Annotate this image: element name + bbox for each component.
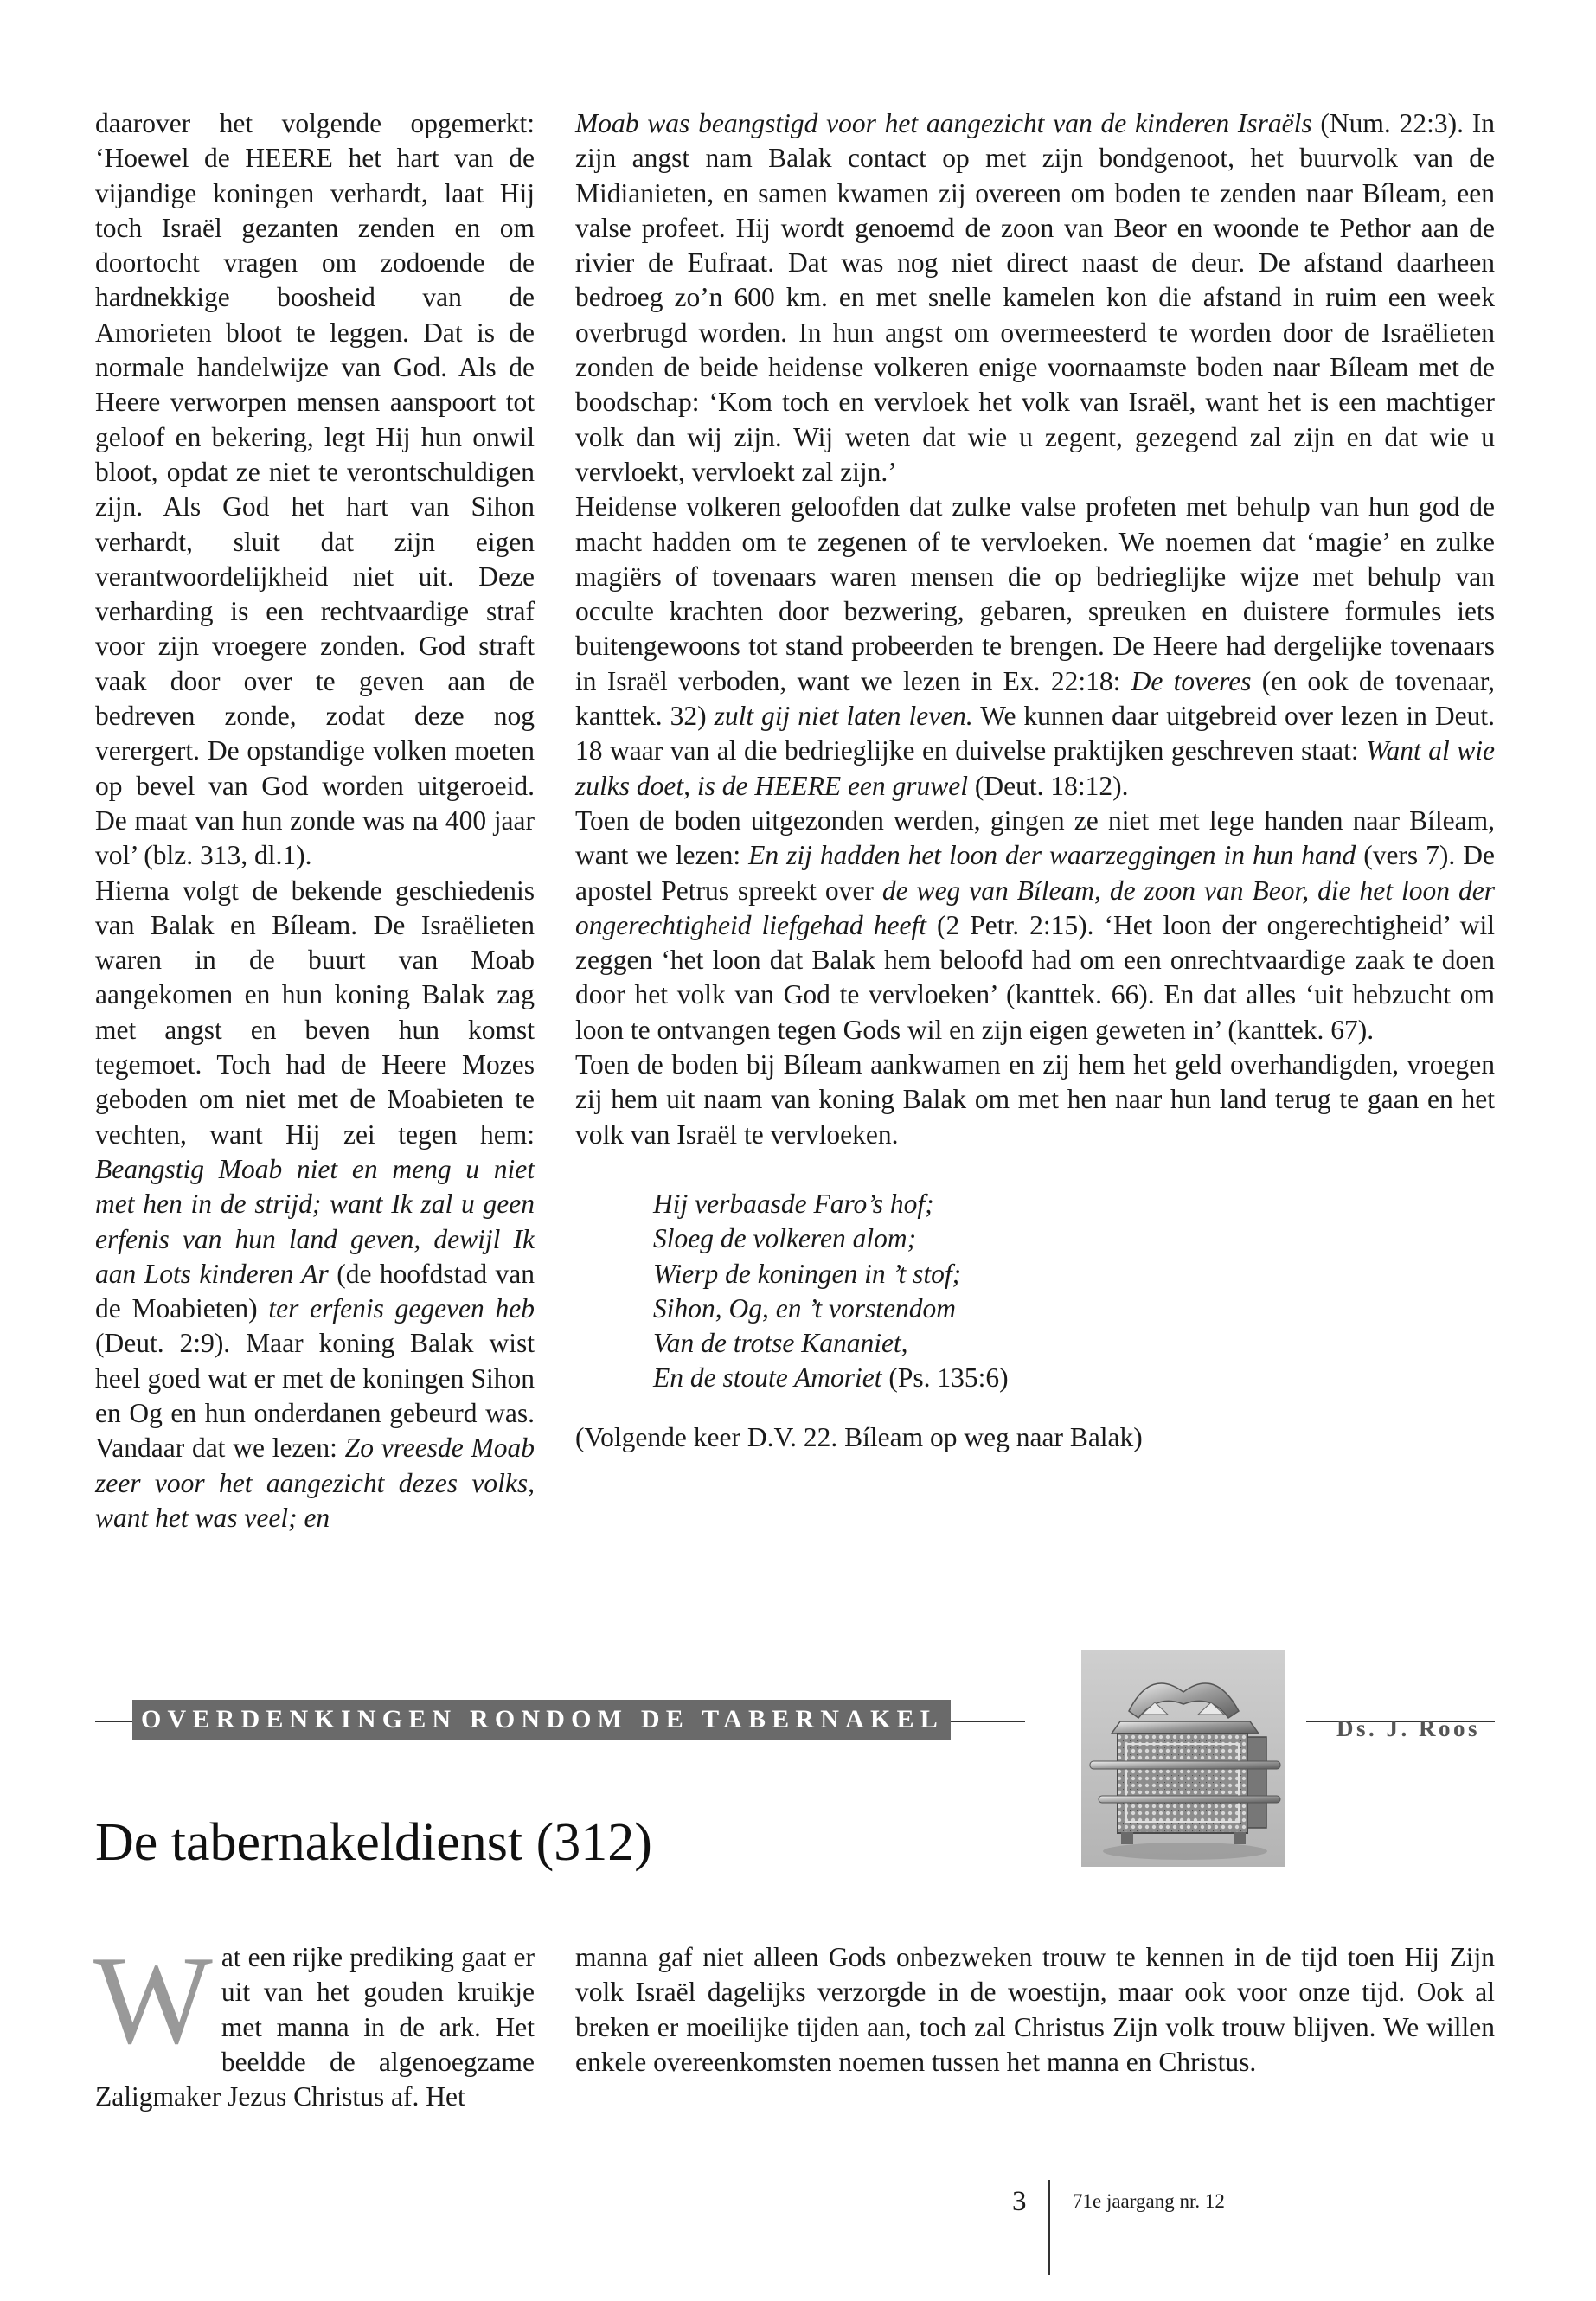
scripture-quote: ter erfenis gegeven heb xyxy=(268,1293,535,1324)
carrying-pole xyxy=(1090,1761,1280,1769)
left-column xyxy=(95,106,535,1535)
text: (Num. 22:3). In zijn angst nam Balak contact op met zijn bondgenoot, het buurvolk van de Midianieten, en samen kwamen zij overeen om boden te zenden naar Bíleam, een valse profeet. Hij wordt genoemd de zoon van Beor en woonde te Pethor aan de rivier de Eufraat. Dat was nog niet direct naast de deur. De afstand daarheen bedroeg zo’n 600 km. en met snelle kamelen kon die afstand in ruim een week overbrugd worden. In hun angst om overmeesterd te worden door de Israëlieten zonden de beide heidense volkeren enige voornaamste boden naar Bíleam met de boodschap: ‘Kom toch en vervloek het volk van Israël, want het is een machtiger volk dan wij zijn. Wij weten dat wie u zegent, gezegend zal zijn en dat wie u vervloekt, vervloekt zal zijn.’ xyxy=(575,108,1495,487)
article-right-column xyxy=(575,1940,1495,2080)
text: (Deut. 18:12). xyxy=(968,770,1129,801)
article-text: at een rijke prediking gaat er uit van het gouden kruikje met manna in de ark. Het beeldde de algenoegzame Zaligmaker Jezus Christus af. Het xyxy=(95,1942,535,2112)
text: (vers 7). De apostel Petrus spreekt over xyxy=(575,840,1495,906)
article-text: manna gaf niet alleen Gods onbezweken trouw te kennen in de tijd toen Hij Zijn volk Israël dagelijks verzorgde in de woestijn, maar ook voor onze tijd. Ook al breken er moeilijke tijden aan, toch zal Christus Zijn volk trouw blijven. We willen enkele overeenkomsten noemen tussen het manna en Christus. xyxy=(575,1942,1495,2077)
section-banner: OVERDENKINGEN RONDOM DE TABERNAKEL xyxy=(132,1700,951,1740)
psalm-reference: (Ps. 135:6) xyxy=(881,1362,1009,1394)
article-title: De tabernakeldienst (312) xyxy=(95,1813,652,1872)
text: (de hoofdstad van de Moabieten) xyxy=(95,1258,535,1324)
ark-lid xyxy=(1112,1721,1259,1734)
poem-line: Wierp de koningen in ’t stof; xyxy=(653,1258,962,1289)
poem-line: En de stoute Amoriet xyxy=(653,1362,882,1394)
scripture-quote: De toveres xyxy=(1131,665,1252,696)
ark-body xyxy=(1118,1734,1247,1833)
ark-foot xyxy=(1234,1832,1246,1844)
right-column xyxy=(575,106,1495,1455)
paragraph xyxy=(95,106,535,874)
ark-side xyxy=(1247,1737,1266,1828)
text: daarover het volgende opgemerkt: ‘Hoewel de HEERE het hart van de vijandige koningen verhardt, laat Hij toch Israël gezanten zenden en om doortocht vragen om zodoende de hardnekkige boosheid van de Amorieten bloot te leggen. Dat is de normale handelwijze van God. Als de Heere verworpen mensen aanspoort tot geloof en bekering, legt Hij hun onwil bloot, opdat ze niet te verontschuldigen zijn. Als God het hart van Sihon verhardt, sluit dat zijn eigen verantwoordelijkheid niet uit. Deze verharding is een rechtvaardige straf voor zijn vroegere zonden. God straft vaak door over te geven aan de bedreven zonde, zodat deze nog verergert. De opstandige volken moeten op bevel van God worden uitgeroeid. De maat van hun zonde was na 400 jaar vol’ (blz. 313, dl.1). xyxy=(95,108,535,871)
text: (2 Petr. 2:15). ‘Het loon der ongerechtigheid’ wil zeggen ‘het loon dat Balak hem beloofd had om een onrechtvaardige zaak te doen door het volk van God te vervloeken’ (kanttek. 66). En dat alles ‘uit hebzucht om loon te ontvangen tegen Gods wil en zijn eigen geweten in’ (kanttek. 67). xyxy=(575,909,1495,1045)
footer-divider xyxy=(1048,2180,1050,2275)
ark-of-covenant-icon xyxy=(1081,1650,1285,1867)
text: (en ook de tovenaar, kanttek. 32) xyxy=(575,665,1495,732)
text: Hierna volgt de bekende geschiedenis van Balak en Bíleam. De Israëlieten waren in de buurt van Moab aangekomen en hun koning Balak zag met angst en beven hun komst tegemoet. Toch had de Heere Mozes geboden om niet met de Moabieten te vechten, want Hij zei tegen hem: xyxy=(95,875,535,1150)
next-episode-note: (Volgende keer D.V. 22. Bíleam op weg naar Balak) xyxy=(575,1421,1143,1452)
scripture-quote: Beangstig Moab niet en meng u niet met hen in de strijd; want Ik zal u geen erfenis van hun land geven, dewijl Ik aan Lots kinderen Ar xyxy=(95,1153,535,1289)
scripture-quote: Moab was beangstigd voor het aangezicht van de kinderen Israëls xyxy=(575,108,1312,138)
poem-line: Hij verbaasde Faro’s hof; xyxy=(653,1188,934,1219)
scripture-quote: Zo vreesde Moab zeer voor het aangezicht dezes volks, want het was veel; en xyxy=(95,1433,535,1533)
author-name: Ds. J. Roos xyxy=(1336,1715,1481,1741)
poem-line: Sloeg de volkeren alom; xyxy=(653,1223,917,1254)
paragraph xyxy=(575,106,1495,490)
carrying-pole xyxy=(1099,1796,1280,1803)
text: We kunnen daar uitgebreid over lezen in Deut. 18 waar van al die bedrieglijke en duivelse praktijken geschreven staat: xyxy=(575,701,1495,766)
article-left-column xyxy=(93,1930,535,2114)
scripture-quote: zult gij niet laten leven. xyxy=(714,701,973,732)
text: Heidense volkeren geloofden dat zulke valse profeten met behulp van hun god de macht hadden om te zegenen of te vervloeken. We noemen dat ‘magie’ en zulke magiërs of tovenaars waren mensen die op bedrieglijke wijze met behulp van occulte krachten door bezwering, gebaren, spreuken en duistere formules iets buitengewoons tot stand probeerden te brengen. De Heere had dergelijke tovenaars in Israël verboden, want we lezen in Ex. 22:18: xyxy=(575,491,1495,696)
scripture-quote: Want al wie zulks doet, is de HEERE een gruwel xyxy=(575,735,1495,801)
poem-line: Sihon, Og, en ’t vorstendom xyxy=(653,1292,956,1324)
paragraph xyxy=(95,874,535,1536)
ark-foot xyxy=(1121,1832,1133,1844)
poem-line-last xyxy=(653,1361,1495,1395)
page-number: 3 xyxy=(1012,2186,1027,2217)
ark-illustration xyxy=(1081,1650,1285,1867)
drop-cap: W xyxy=(93,1930,213,2070)
shadow xyxy=(1103,1843,1267,1860)
scripture-quote: de weg van Bíleam, de zoon van Beor, die het loon der ongerechtigheid liefgehad heeft xyxy=(575,875,1495,940)
journal-reference: 71e jaargang nr. 12 xyxy=(1073,2190,1225,2212)
text: Toen de boden uitgezonden werden, gingen ze niet met lege handen naar Bíleam, want we lezen: xyxy=(575,804,1495,871)
paragraph xyxy=(575,804,1495,1048)
paragraph xyxy=(575,1048,1495,1152)
psalm-verse xyxy=(653,1187,1495,1396)
scripture-quote: En zij hadden het loon der waarzeggingen in hun hand xyxy=(748,840,1356,871)
text: Toen de boden bij Bíleam aankwamen en zij hem het geld overhandigden, vroegen zij hem uit naam van koning Balak om met hen naar hun land terug te gaan en het volk van Israël te vervloeken. xyxy=(575,1049,1495,1150)
text: (Deut. 2:9). Maar koning Balak wist heel goed wat er met de koningen Sihon en Og en hun onderdanen gebeurd was. Vandaar dat we lezen: xyxy=(95,1328,535,1464)
paragraph xyxy=(575,490,1495,804)
poem-line: Van de trotse Kananiet, xyxy=(653,1328,908,1359)
